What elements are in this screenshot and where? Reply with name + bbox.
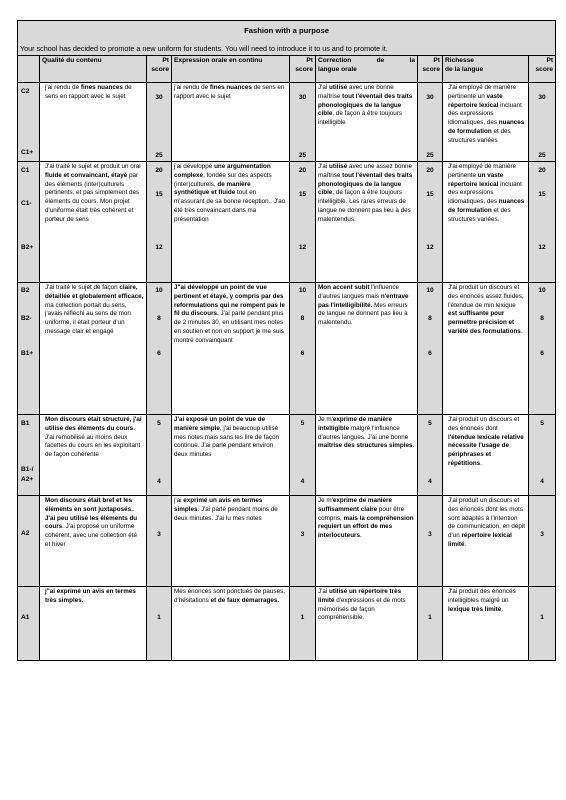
points-value: 10 — [155, 287, 163, 295]
header-pt-3: Pt score — [418, 56, 443, 83]
descriptor-emphasis: j"ai exprimé un avis en termes très simples. — [45, 588, 136, 605]
rubric-row — [18, 415, 556, 496]
points-value: 8 — [300, 315, 305, 323]
descriptor-emphasis: exprime de manière intelligible — [318, 416, 393, 433]
points-cell — [418, 496, 443, 587]
points-cell — [290, 283, 316, 415]
descriptor-text: . J'ai remobilisé au moins deux facettes du cours en les exploitant de façon cohérente — [45, 425, 141, 459]
points-value: 30 — [298, 94, 307, 102]
header-oral-expression: Expression orale en continu — [172, 56, 290, 83]
header-pt-2: Pt score — [290, 56, 316, 83]
points-value: 8 — [428, 315, 432, 323]
descriptor-c3 — [316, 415, 418, 496]
descriptor-c4 — [443, 83, 529, 162]
points-value: 12 — [298, 244, 307, 252]
descriptor-text: j'ai développé — [174, 163, 215, 171]
points-cell — [418, 83, 443, 162]
points-value: 1 — [157, 614, 161, 622]
points-cell — [147, 496, 172, 587]
points-cell — [529, 83, 556, 162]
points-cell — [290, 83, 316, 162]
points-value: 6 — [300, 350, 305, 358]
header-row — [18, 56, 556, 83]
header-level — [18, 56, 40, 83]
descriptor-c1 — [40, 162, 147, 283]
page-title: Fashion with a purpose — [18, 21, 556, 41]
points-value: 20 — [155, 167, 163, 175]
level-label: B2+ — [21, 244, 34, 252]
points-value: 25 — [538, 152, 546, 160]
descriptor-emphasis: utilisé — [329, 163, 348, 171]
points-value: 12 — [426, 244, 434, 252]
descriptor-c3 — [316, 283, 418, 415]
descriptor-text: malgré l'influence d'autres langues. J'ai une bonne — [318, 425, 409, 441]
descriptor-c1 — [40, 83, 147, 162]
level-label: C1 — [21, 167, 30, 175]
points-value: 30 — [155, 94, 163, 102]
points-cell — [290, 496, 316, 587]
level-cell — [18, 283, 40, 415]
points-value: 5 — [540, 420, 544, 428]
descriptor-c3 — [316, 496, 418, 587]
points-cell — [147, 83, 172, 162]
level-label: B1+ — [21, 350, 34, 358]
points-value: 5 — [300, 420, 305, 428]
level-cell — [18, 415, 40, 496]
descriptor-text: Je m' — [318, 416, 333, 424]
descriptor-c2 — [172, 162, 290, 283]
descriptor-emphasis: claire, détaillée et globalement efficace, — [45, 284, 144, 301]
level-cell — [18, 587, 40, 661]
points-value: 6 — [540, 350, 544, 358]
descriptor-text: j'ai rendu de — [45, 84, 81, 92]
points-value: 1 — [300, 614, 305, 622]
points-value: 10 — [298, 287, 307, 295]
points-value: 3 — [428, 531, 432, 539]
descriptor-emphasis: J'ai peu utilisé les éléments du cours — [45, 514, 138, 531]
rubric-row — [18, 587, 556, 661]
descriptor-text: J'ai employé de manière pertinente un — [448, 84, 517, 101]
points-cell — [290, 162, 316, 283]
descriptor-text: , de façon à être toujours intelligible. Les rares erreurs de langue ne donnent pas lieu à des malentendus. — [318, 189, 411, 223]
descriptor-text: j'ai rendu de — [174, 84, 210, 92]
descriptor-text: J'ai traité le sujet et produit un oral — [45, 163, 141, 171]
points-cell — [290, 415, 316, 496]
descriptor-text: . — [360, 532, 362, 540]
descriptor-emphasis: lexique très limité — [448, 605, 502, 613]
points-value: 6 — [428, 350, 432, 358]
level-label: A1 — [21, 614, 30, 622]
descriptor-text: Mes énoncés sont ponctués de pauses, d'hésitations — [174, 588, 285, 605]
descriptor-emphasis: est suffisante pour permettre précision et variété des formulations — [448, 310, 521, 335]
descriptor-emphasis: exprime de manière suffisamment claire — [318, 497, 393, 514]
header-language-richness: Richesse de la langue — [443, 56, 529, 83]
evaluation-grid — [17, 20, 556, 661]
points-cell — [529, 283, 556, 415]
points-cell — [529, 415, 556, 496]
descriptor-emphasis: tout l'éventail des traits phonologiques de la langue cible — [318, 172, 413, 197]
descriptor-text: l'influence d'autres langues mais — [318, 284, 399, 301]
points-value: 8 — [540, 315, 544, 323]
descriptor-c4 — [443, 162, 529, 283]
points-cell — [418, 162, 443, 283]
descriptor-emphasis: tout l'éventail des traits phonologiques de la langue cible — [318, 93, 413, 118]
level-label: B1-/ A2+ — [21, 466, 34, 483]
header-pt-4: Pt score — [529, 56, 556, 83]
rubric-row — [18, 496, 556, 587]
level-cell — [18, 162, 40, 283]
descriptor-c2 — [172, 415, 290, 496]
level-cell — [18, 496, 40, 587]
descriptor-c2 — [172, 283, 290, 415]
descriptor-emphasis: J'ai exposé un point de vue de manière simple — [174, 416, 266, 433]
descriptor-text: . — [480, 459, 482, 467]
descriptor-emphasis: de manière synthétique et fluide — [174, 180, 251, 197]
points-value: 15 — [538, 191, 546, 199]
descriptor-c4 — [443, 587, 529, 661]
points-value: 3 — [300, 531, 305, 539]
points-cell — [147, 162, 172, 283]
level-label: B2 — [21, 287, 30, 295]
descriptor-text: avec une assez bonne maîtrise — [318, 163, 412, 180]
descriptor-emphasis: maîtrise des structures simples — [318, 442, 413, 450]
descriptor-text: J'ai employé de manière pertinente — [448, 163, 517, 180]
descriptor-text: . — [412, 442, 415, 450]
points-value: 20 — [426, 167, 434, 175]
descriptor-text: Je m' — [318, 497, 333, 505]
descriptor-emphasis: utilisé un répertoire très limité — [318, 588, 402, 605]
descriptor-text: J'ai — [318, 163, 330, 171]
points-value: 15 — [298, 191, 307, 199]
descriptor-text: j'ai — [174, 497, 184, 505]
descriptor-text: . J'ai parlé pendant moins de deux minutes. J'ai lu mes notes — [174, 506, 278, 522]
descriptor-c4 — [443, 283, 529, 415]
descriptor-text: J'ai produit un discours et des énoncés dont les mots sont adaptés à l'intention de communication, en dépit d'un — [448, 497, 526, 540]
descriptor-c3 — [316, 83, 418, 162]
level-label: A2 — [21, 530, 30, 538]
points-cell — [529, 162, 556, 283]
points-value: 4 — [540, 478, 544, 486]
descriptor-c4 — [443, 496, 529, 587]
descriptor-c3 — [316, 587, 418, 661]
descriptor-emphasis: répertoire lexical limité — [448, 532, 512, 548]
points-value: 12 — [155, 244, 163, 252]
descriptor-c2 — [172, 587, 290, 661]
descriptor-emphasis: exprimé un avis en termes simples — [174, 497, 263, 514]
points-cell — [529, 496, 556, 587]
points-value: 10 — [426, 287, 434, 295]
descriptor-text: par des éléments (inter)culturels pertinents, et pas simplement des éléments du cours. Mon projet d'uniforme était très cohérent et porteur de sens — [45, 172, 140, 223]
descriptor-emphasis: Mon accent subit — [318, 284, 370, 292]
points-cell — [418, 587, 443, 661]
points-cell — [418, 283, 443, 415]
points-value: 3 — [540, 531, 544, 539]
descriptor-text: J'ai produit un discours et des énoncés assez fluides, l'étendue de min lexique — [448, 284, 524, 309]
descriptor-emphasis: une argumentation complexe — [174, 163, 271, 180]
descriptor-emphasis: fluide et convaincant, étayé — [45, 172, 128, 180]
descriptor-c2 — [172, 83, 290, 162]
points-value: 12 — [538, 244, 546, 252]
descriptor-text: J'ai — [318, 84, 330, 92]
descriptor-emphasis: fines nuances — [80, 84, 123, 92]
points-value: 3 — [157, 531, 161, 539]
descriptor-c3 — [316, 162, 418, 283]
rubric-row — [18, 162, 556, 283]
descriptor-text: J'ai produit un discours et des énoncés dont — [448, 416, 520, 433]
level-label: C1+ — [21, 149, 34, 157]
rubric-row — [18, 83, 556, 162]
header-pt-1: Pt score — [147, 56, 172, 83]
points-value: 5 — [428, 420, 432, 428]
descriptor-emphasis: vaste répertoire lexical — [448, 93, 503, 109]
descriptor-emphasis: utilisé — [329, 84, 348, 92]
rubric-body — [18, 83, 556, 661]
points-value: 20 — [538, 167, 546, 175]
descriptor-text: incluant des expressions idiomatiques, des — [448, 101, 522, 127]
points-value: 1 — [428, 614, 432, 622]
descriptor-text: , j'ai beaucoup utilisé mes notes mais sans les lire de façon continue. J'ai parlé pendant environ deux minutes — [174, 425, 279, 459]
descriptor-emphasis: l'étendue lexicale relative nécessite l'usage de périphrases et répétitions — [448, 433, 524, 467]
descriptor-c4 — [443, 415, 529, 496]
descriptor-emphasis: fines nuances — [209, 84, 252, 92]
descriptor-text: incluant des expressions idiomatiques, des — [448, 180, 522, 206]
descriptor-text: de sens en rapport avec le sujet — [45, 84, 132, 101]
points-value: 4 — [428, 478, 432, 486]
points-value: 4 — [157, 478, 161, 486]
points-cell — [529, 587, 556, 661]
points-value: 15 — [426, 191, 434, 199]
points-cell — [418, 415, 443, 496]
level-label: C2 — [21, 88, 30, 96]
descriptor-text: . — [501, 605, 503, 613]
points-value: 4 — [300, 478, 305, 486]
descriptor-emphasis: un vaste répertoire lexical — [448, 172, 504, 188]
descriptor-text: . J'ai proposé un uniforme cohérent, avec une collection été et hiver — [45, 523, 138, 548]
points-value: 15 — [155, 191, 163, 199]
rubric-row — [18, 283, 556, 415]
descriptor-emphasis: mais la compréhension requiert un effort de mes interlocuteurs — [318, 514, 414, 540]
descriptor-text: , de façon à être toujours intelligible — [318, 110, 403, 127]
header-content-quality: Qualité du contenu — [40, 56, 147, 83]
header-language-correctness: Correction de la langue orale — [316, 56, 418, 83]
points-value: 25 — [298, 152, 307, 160]
points-value: 10 — [538, 287, 546, 295]
descriptor-emphasis: nuances de formulation — [448, 119, 525, 135]
descriptor-emphasis: nuances de formulation — [448, 198, 525, 214]
points-value: 30 — [426, 94, 434, 102]
descriptor-text: J'ai parlé pendant plus de 2 minutes 30, en utilisant mes notes en soutien et non en support je me suis montré convainquant — [174, 310, 284, 344]
level-label: B2- — [21, 315, 32, 323]
descriptor-text: avec une bonne maîtrise — [318, 84, 394, 101]
descriptor-c2 — [172, 496, 290, 587]
points-value: 25 — [155, 152, 163, 160]
points-value: 25 — [426, 152, 434, 160]
descriptor-emphasis: et de faux démarrages. — [210, 597, 280, 605]
descriptor-text: J'ai — [318, 588, 330, 596]
descriptor-text: J'ai produit des énoncés intelligibles malgré un — [448, 588, 516, 605]
descriptor-text: pour être compris, — [318, 506, 405, 522]
descriptor-text: . — [132, 506, 135, 514]
descriptor-text: d'expressions et de mots mémorisés de façon compréhensible. — [318, 597, 406, 622]
level-label: B1 — [21, 420, 30, 428]
descriptor-text: tout en m'assurant de sa bonne réception.. J'ao été très convaincant dans ma présentation — [174, 189, 286, 223]
task-instructions: Your school has decided to promote a new uniform for students. You will need to introduce it to us and to promote it. — [18, 40, 556, 55]
points-value: 8 — [157, 315, 161, 323]
descriptor-emphasis: n'entrave pas l'intelligibilité. — [318, 293, 409, 309]
descriptor-text: et des structures variées. — [448, 206, 511, 223]
descriptor-c1 — [40, 496, 147, 587]
descriptor-text: . — [520, 327, 523, 335]
descriptor-text: Mes erreurs de langue ne donnent pas lieu à malentendu. — [318, 301, 408, 327]
descriptor-emphasis: Mon discours était structuré, j'ai utilisé des éléments du cours — [45, 416, 142, 433]
descriptor-text: J'ai traité le sujet de façon — [45, 284, 120, 292]
points-value: 20 — [298, 167, 307, 175]
points-value: 30 — [538, 94, 546, 102]
points-value: 5 — [157, 420, 161, 428]
points-cell — [147, 587, 172, 661]
descriptor-text: , fondée sur des aspects (inter)culturels, — [174, 172, 272, 188]
descriptor-c1 — [40, 283, 147, 415]
descriptor-emphasis: Mon discours était bref et les éléments en sont juxtaposés. — [45, 497, 133, 514]
points-cell — [147, 283, 172, 415]
descriptor-text: de sens en rapport avec le sujet — [174, 84, 285, 101]
points-value: 1 — [540, 614, 544, 622]
descriptor-emphasis: J"ai développé un point de vue pertinent et étayé, y compris par des reformulations qui ne rompent pas le fil du discours. — [174, 284, 285, 318]
descriptor-text: et des structures variées — [448, 127, 511, 144]
points-cell — [147, 415, 172, 496]
descriptor-text: . — [464, 540, 467, 548]
descriptor-c1 — [40, 415, 147, 496]
descriptor-c1 — [40, 587, 147, 661]
points-cell — [290, 587, 316, 661]
level-label: C1- — [21, 200, 32, 208]
points-value: 6 — [157, 350, 161, 358]
descriptor-text: ma collection portait du sens, j'avais réfléchi au sens de mon uniforme, il était porteur d'un message clair et engagé — [45, 301, 131, 335]
level-cell — [18, 83, 40, 162]
